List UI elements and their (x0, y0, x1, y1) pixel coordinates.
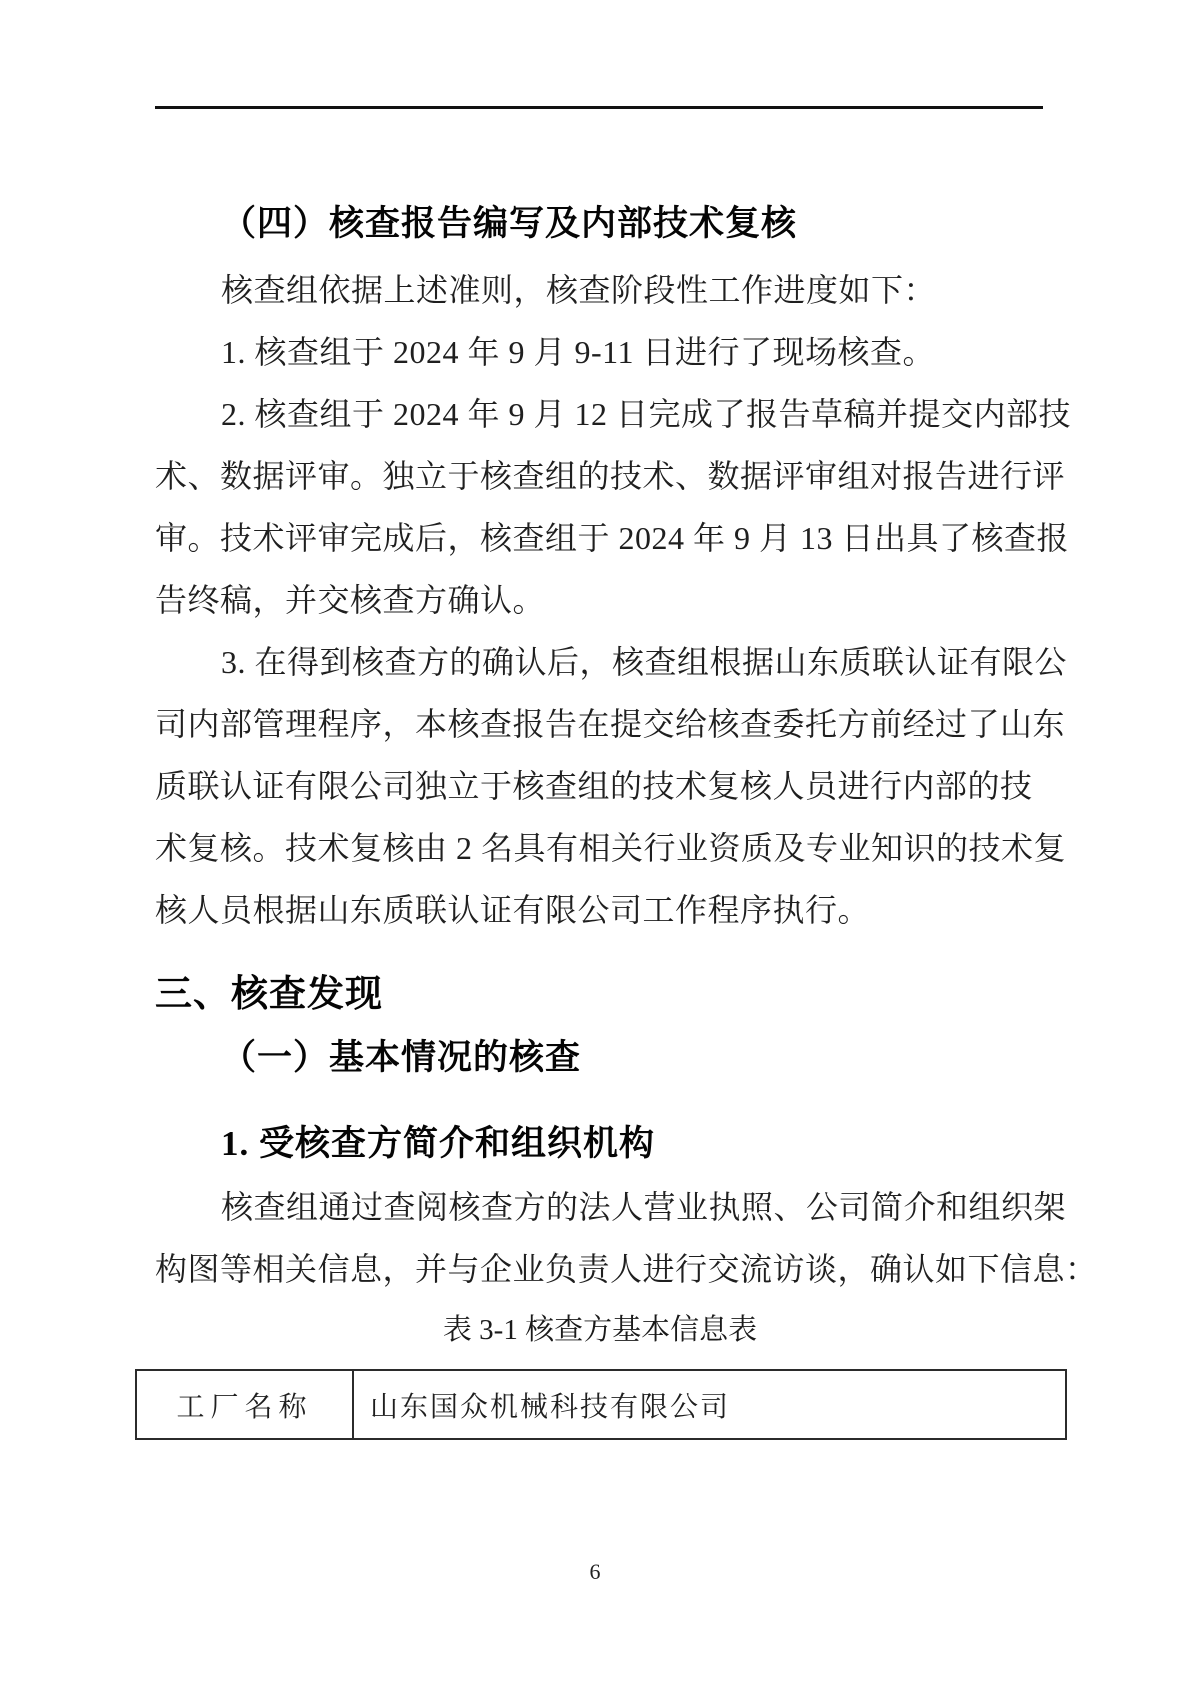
body-line: 审。技术评审完成后，核查组于 2024 年 9 月 13 日出具了核查报 (155, 520, 1070, 556)
body-line: 司内部管理程序，本核查报告在提交给核查委托方前经过了山东 (155, 706, 1066, 742)
body-line: 术、数据评审。独立于核查组的技术、数据评审组对报告进行评 (155, 458, 1066, 494)
header-rule (155, 106, 1043, 109)
body-line: 3. 在得到核查方的确认后，核查组根据山东质联认证有限公 (221, 644, 1068, 680)
sub1-heading: （一）基本情况的核查 (221, 1038, 582, 1077)
body-line: 术复核。技术复核由 2 名具有相关行业资质及专业知识的技术复 (155, 830, 1067, 866)
sub1-1-heading: 1. 受核查方简介和组织机构 (221, 1124, 656, 1163)
body-line: 核人员根据山东质联认证有限公司工作程序执行。 (155, 892, 871, 928)
table-caption: 表 3-1 核查方基本信息表 (442, 1314, 758, 1346)
section4-heading: （四）核查报告编写及内部技术复核 (221, 204, 798, 243)
body-line: 告终稿，并交核查方确认。 (155, 582, 546, 618)
body-line: 质联认证有限公司独立于核查组的技术复核人员进行内部的技 (155, 768, 1033, 804)
table-row-label: 工厂名称 (137, 1371, 354, 1438)
body-line: 构图等相关信息，并与企业负责人进行交流访谈，确认如下信息： (155, 1251, 1098, 1287)
section3-heading: 三、核查发现 (155, 974, 383, 1015)
page-number: 6 (589, 1559, 601, 1584)
body-line: 核查组通过查阅核查方的法人营业执照、公司简介和组织架 (221, 1189, 1067, 1225)
table-row-value: 山东国众机械科技有限公司 (370, 1391, 731, 1423)
body-line: 2. 核查组于 2024 年 9 月 12 日完成了报告草稿并提交内部技 (221, 396, 1072, 432)
body-line: 核查组依据上述准则，核查阶段性工作进度如下： (221, 272, 937, 308)
body-line: 1. 核查组于 2024 年 9 月 9-11 日进行了现场核查。 (221, 334, 935, 370)
verifier-info-table (135, 1369, 1067, 1440)
